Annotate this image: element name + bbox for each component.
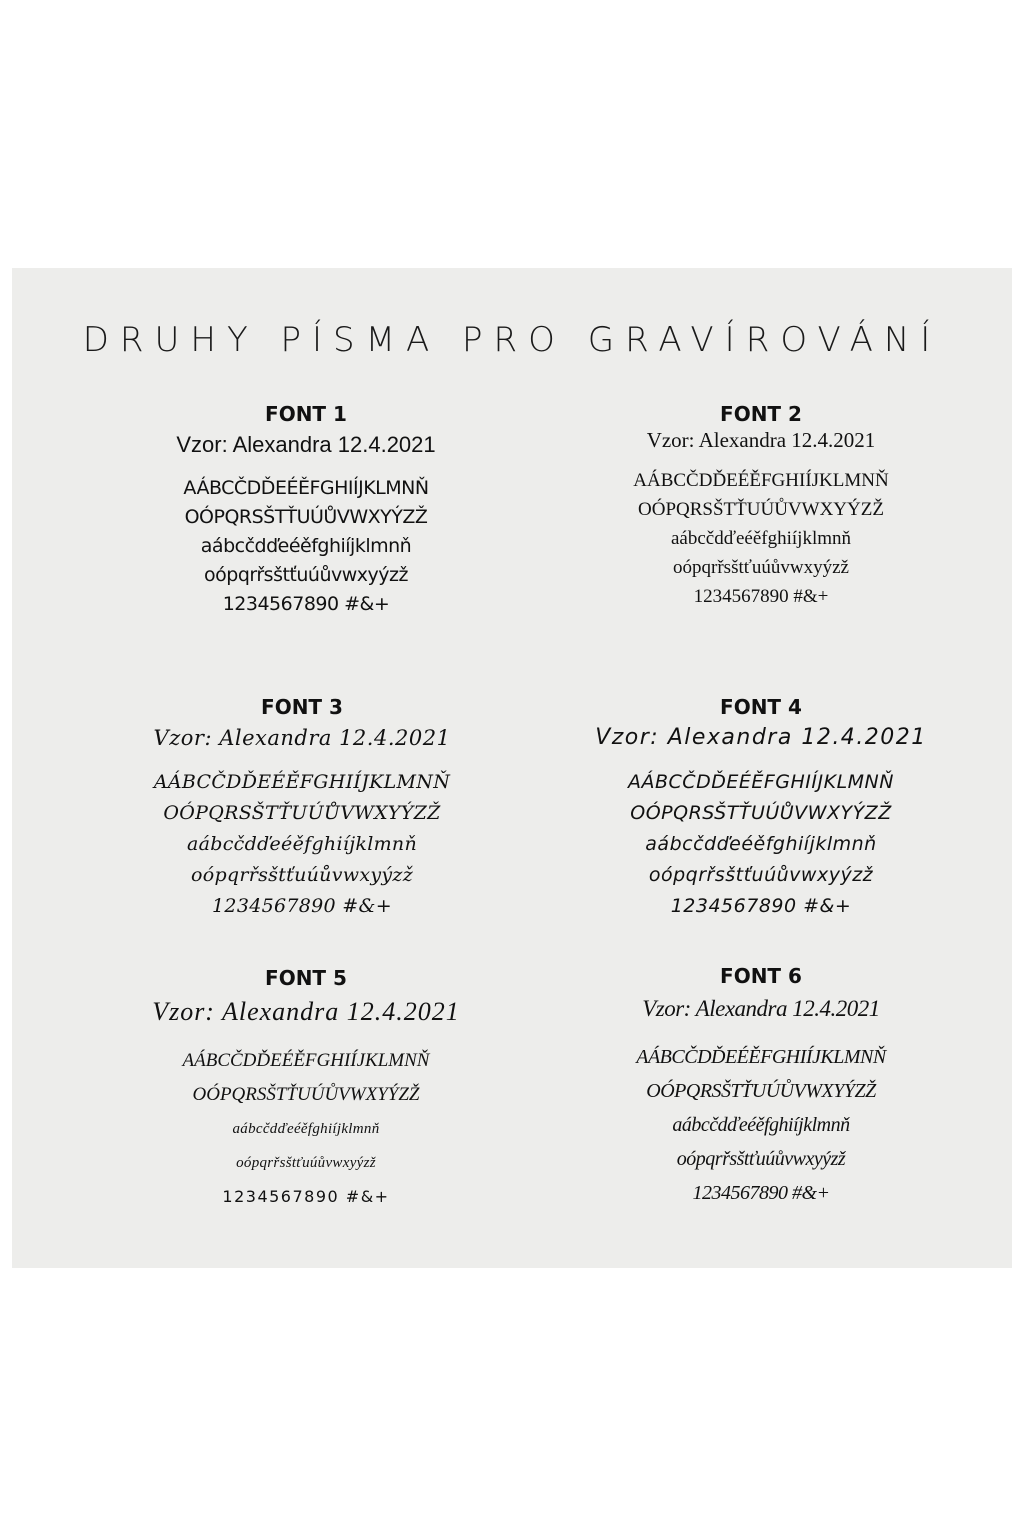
character-set <box>92 767 512 922</box>
uppercase-line-2: OÓPQRSŠTŤUÚŮVWXYÝZŽ <box>646 1080 876 1102</box>
font-name: FONT 4 <box>720 695 802 719</box>
font-sample-text: Vzor: Alexandra 12.4.2021 <box>153 726 451 750</box>
lowercase-line-1: aábcčdďeéěfghiíjklmnň <box>200 535 412 557</box>
uppercase-line-2: OÓPQRSŠTŤUÚŮVWXYÝZŽ <box>184 506 428 528</box>
font-sample-block-6 <box>551 964 971 1210</box>
font-sample-block-3 <box>92 695 512 922</box>
font-sample-block-1 <box>96 402 516 619</box>
font-sample-text: Vzor: Alexandra 12.4.2021 <box>646 428 876 452</box>
lowercase-line-2: oópqrřsštťuúůvwxyýzž <box>190 864 414 886</box>
digits-symbols-line: 1234567890 #&+ <box>670 895 852 917</box>
lowercase-line-2: oópqrřsštťuúůvwxyýzž <box>236 1155 376 1171</box>
font-name: FONT 1 <box>265 402 347 426</box>
character-set <box>96 474 516 619</box>
font-name: FONT 2 <box>720 402 802 426</box>
lowercase-line-1: aábcčdďeéěfghiíjklmnň <box>670 528 852 549</box>
digits-symbols-line: 1234567890 #&+ <box>692 1182 830 1204</box>
lowercase-line-2: oópqrřsštťuúůvwxyýzž <box>204 564 408 586</box>
uppercase-line-1: AÁBCČDĎEÉĚFGHIÍJKLMNŇ <box>153 771 451 793</box>
uppercase-line-1: AÁBCČDĎEÉĚFGHIÍJKLMNŇ <box>633 470 889 491</box>
page-title: DRUHY PÍSMA PRO GRAVÍROVÁNÍ <box>82 320 942 360</box>
font-sample-block-2 <box>551 402 971 611</box>
digits-symbols-line: 1234567890 #&+ <box>222 1187 390 1206</box>
character-set <box>551 466 971 611</box>
font-sample-block-5 <box>96 966 516 1214</box>
font-name: FONT 5 <box>265 966 347 990</box>
font-sample-text: Vzor: Alexandra 12.4.2021 <box>642 996 880 1021</box>
lowercase-line-2: oópqrřsštťuúůvwxyýzž <box>648 864 874 886</box>
character-set <box>96 1044 516 1214</box>
uppercase-line-1: AÁBCČDĎEÉĚFGHIÍJKLMNŇ <box>636 1046 886 1068</box>
font-sample-block-4 <box>551 695 971 922</box>
digits-symbols-line: 1234567890 #&+ <box>222 593 390 615</box>
character-set <box>551 767 971 922</box>
digits-symbols-line: 1234567890 #&+ <box>212 895 392 917</box>
digits-symbols-line: 1234567890 #&+ <box>693 586 829 607</box>
lowercase-line-1: aábcčdďeéěfghiíjklmnň <box>645 833 877 855</box>
uppercase-line-1: AÁBCČDĎEÉĚFGHIÍJKLMNŇ <box>183 477 429 499</box>
uppercase-line-2: OÓPQRSŠTŤUÚŮVWXYÝZŽ <box>630 802 892 824</box>
uppercase-line-2: OÓPQRSŠTŤUÚŮVWXYÝZŽ <box>192 1084 420 1105</box>
font-name: FONT 6 <box>720 964 802 988</box>
lowercase-line-1: aábcčdďeéěfghiíjklmnň <box>186 833 417 855</box>
lowercase-line-1: aábcčdďeéěfghiíjklmnň <box>232 1121 380 1137</box>
font-sample-text: Vzor: Alexandra 12.4.2021 <box>152 997 460 1026</box>
character-set <box>551 1040 971 1210</box>
font-sample-text: Vzor: Alexandra 12.4.2021 <box>176 432 436 457</box>
font-name: FONT 3 <box>261 695 343 719</box>
uppercase-line-1: AÁBCČDĎEÉĚFGHIÍJKLMNŇ <box>182 1050 430 1071</box>
uppercase-line-2: OÓPQRSŠTŤUÚŮVWXYÝZŽ <box>638 499 884 520</box>
uppercase-line-2: OÓPQRSŠTŤUÚŮVWXYÝZŽ <box>163 802 441 824</box>
uppercase-line-1: AÁBCČDĎEÉĚFGHIÍJKLMNŇ <box>628 771 894 793</box>
lowercase-line-2: oópqrřsštťuúůvwxyýzž <box>673 557 849 578</box>
lowercase-line-1: aábcčdďeéěfghiíjklmnň <box>672 1114 850 1136</box>
lowercase-line-2: oópqrřsštťuúůvwxyýzž <box>676 1148 846 1170</box>
font-sample-text: Vzor: Alexandra 12.4.2021 <box>595 725 927 750</box>
